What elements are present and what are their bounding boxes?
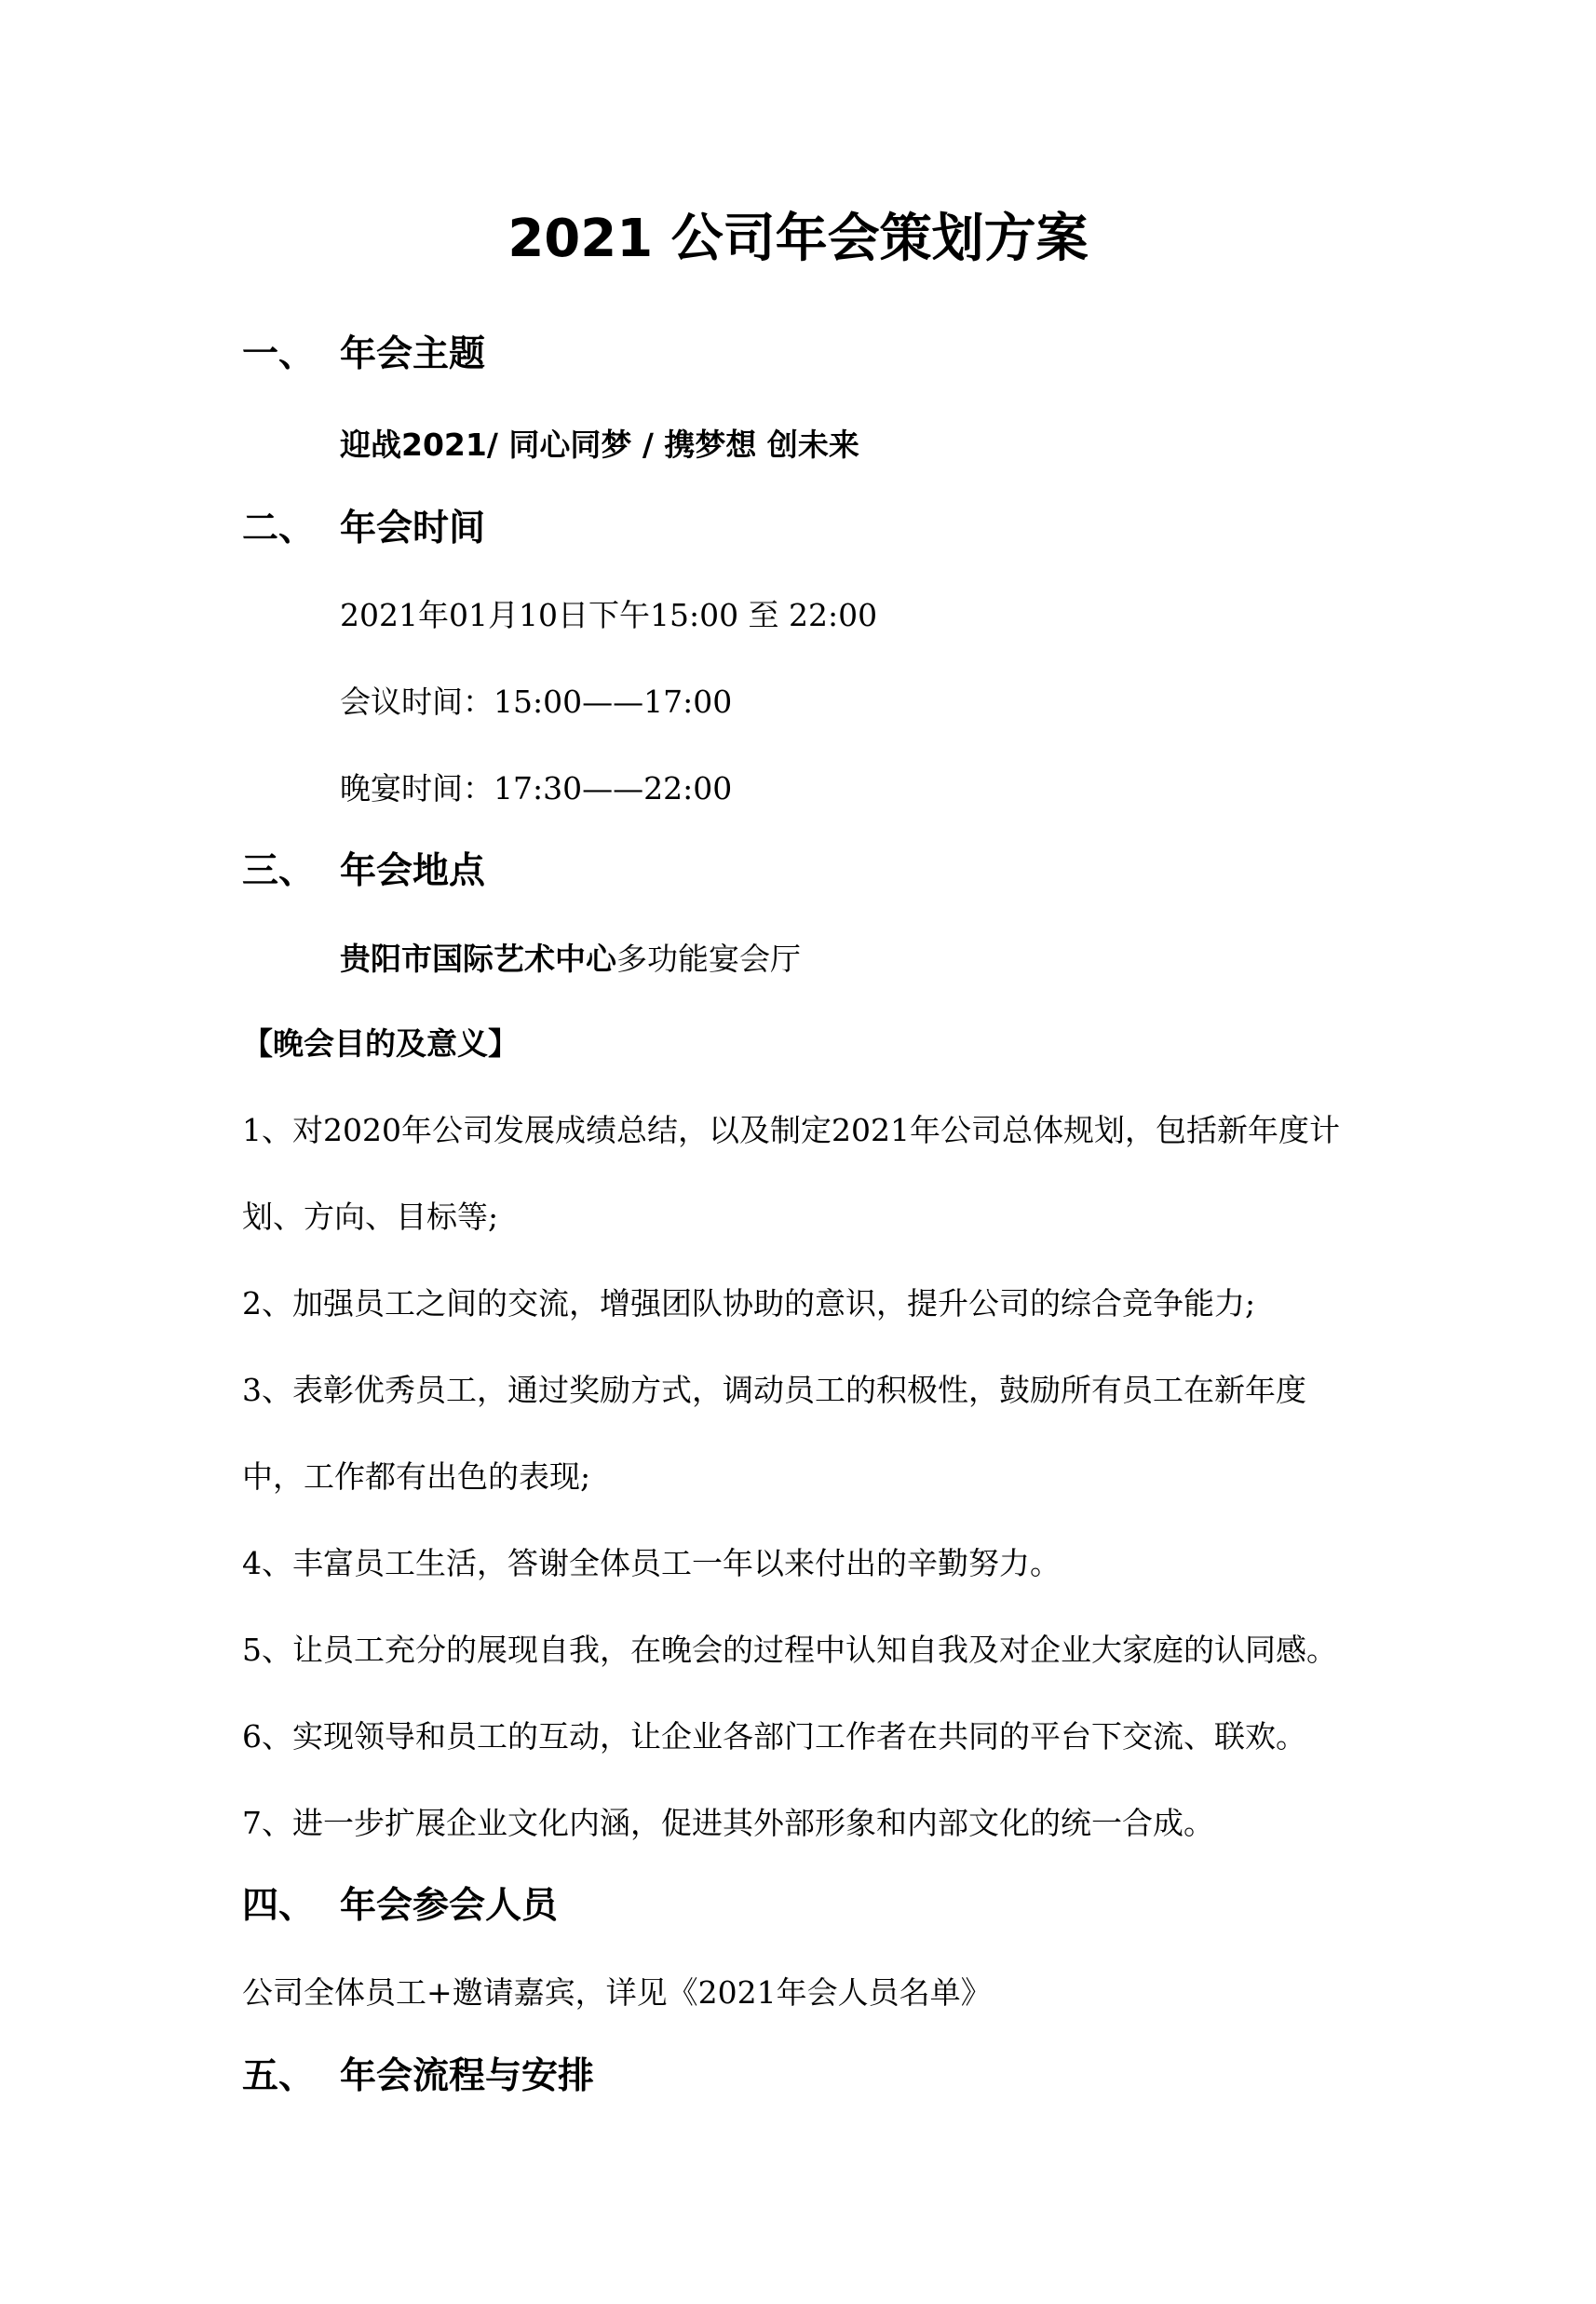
venue-name: 贵阳市国际艺术中心 [340, 941, 616, 977]
section-title: 年会地点 [340, 850, 486, 892]
section-heading-time [242, 505, 485, 553]
section-number: 三、 [242, 850, 316, 892]
document-title: 2021 公司年会策划方案 [507, 209, 1089, 269]
venue-room: 多功能宴会厅 [616, 941, 801, 977]
time-line: 2021年01月10日下午15:00 至 22:00 [340, 597, 878, 633]
time-line: 会议时间：15:00——17:00 [340, 684, 733, 720]
purpose-line: 1、对2020年公司发展成绩总结，以及制定2021年公司总体规划，包括新年度计 [242, 1112, 1340, 1148]
theme-slogan: 迎战2021/ 同心同梦 / 携梦想 创未来 [340, 427, 859, 463]
section-heading-venue [242, 847, 485, 896]
section-title: 年会流程与安排 [340, 2055, 595, 2097]
section-number: 五、 [242, 2055, 316, 2097]
purpose-line: 7、进一步扩展企业文化内涵，促进其外部形象和内部文化的统一合成。 [242, 1805, 1214, 1841]
purpose-line: 2、加强员工之间的交流，增强团队协助的意识，提升公司的综合竞争能力; [242, 1285, 1256, 1321]
section-title: 年会时间 [340, 508, 486, 549]
section-title: 年会参会人员 [340, 1885, 559, 1927]
time-line: 晚宴时间：17:30——22:00 [340, 770, 733, 806]
purpose-line: 3、表彰优秀员工，通过奖励方式，调动员工的积极性，鼓励所有员工在新年度 [242, 1372, 1306, 1408]
purpose-line: 划、方向、目标等; [242, 1199, 499, 1235]
section-heading-flow [242, 2053, 594, 2101]
section-title: 年会主题 [340, 333, 486, 375]
section-number: 二、 [242, 508, 316, 549]
section-number: 一、 [242, 333, 316, 375]
purpose-line: 5、让员工充分的展现自我，在晚会的过程中认知自我及对企业大家庭的认同感。 [242, 1632, 1337, 1668]
section-heading-attendees [242, 1882, 558, 1931]
section-number: 四、 [242, 1885, 316, 1927]
purpose-line: 4、丰富员工生活，答谢全体员工一年以来付出的辛勤努力。 [242, 1545, 1061, 1581]
attendees-line: 公司全体员工+邀请嘉宾，详见《2021年会人员名单》 [242, 1974, 992, 2011]
section-heading-theme [242, 331, 485, 379]
purpose-line: 6、实现领导和员工的互动，让企业各部门工作者在共同的平台下交流、联欢。 [242, 1718, 1306, 1755]
purpose-line: 中，工作都有出色的表现; [242, 1458, 591, 1495]
venue-line [340, 938, 801, 981]
purpose-heading: 【晚会目的及意义】 [242, 1025, 519, 1062]
